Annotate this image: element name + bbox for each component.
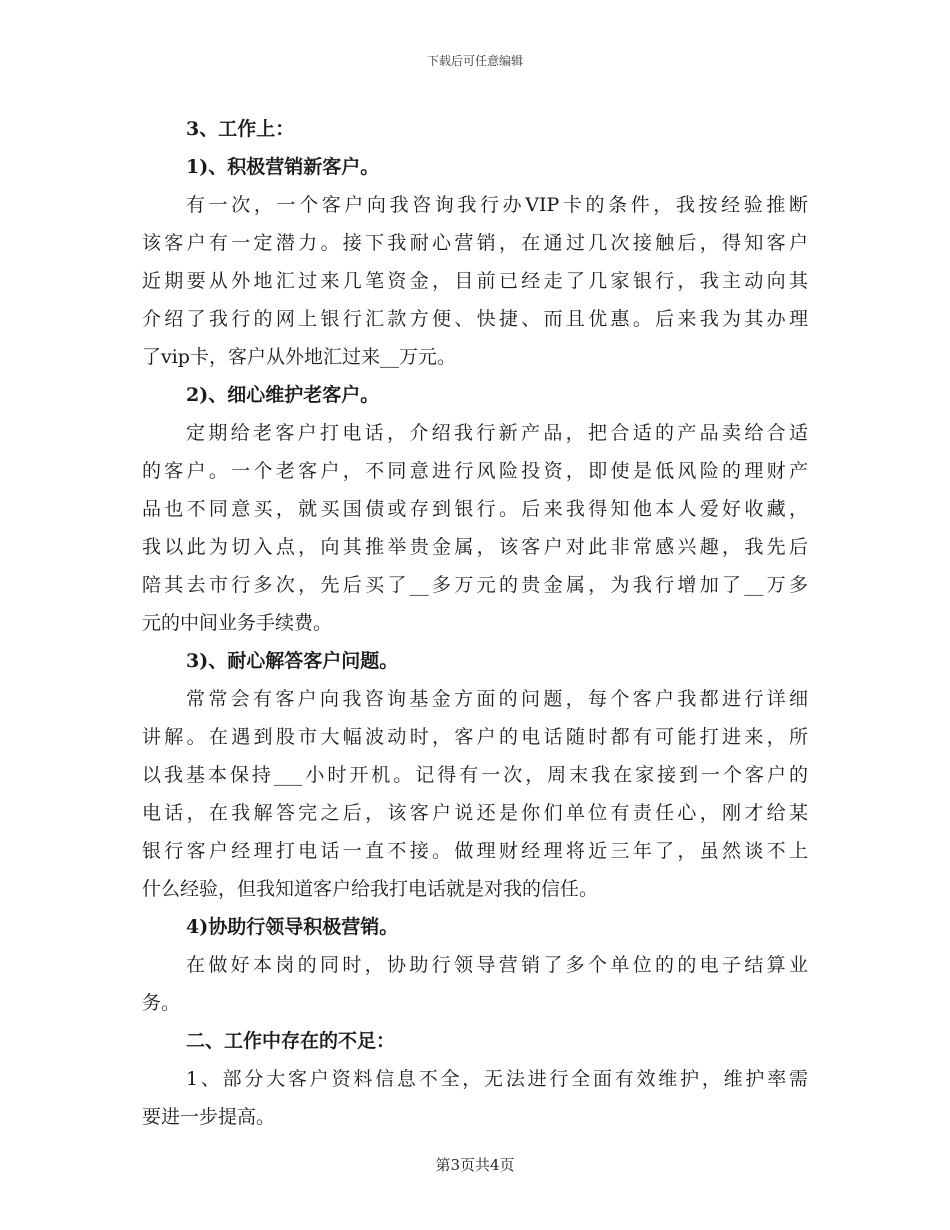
subheading-old-customers: 2)、细心维护老客户。	[186, 384, 380, 406]
paragraph-line: 1、部分大客户资料信息不全，无法进行全面有效维护，维护率需	[186, 1068, 808, 1090]
paragraph-line: 务。	[142, 992, 181, 1014]
page-header: 下载后可任意编辑	[426, 54, 523, 68]
paragraph-line: 了vip卡，客户从外地汇过来__万元。	[142, 346, 456, 368]
section-heading-shortcomings: 二、工作中存在的不足：	[186, 1030, 396, 1052]
paragraph-line: 常常会有客户向我咨询基金方面的问题，每个客户我都进行详细	[186, 688, 808, 710]
paragraph-line: 讲解。在遇到股市大幅波动时，客户的电话随时都有可能打进来，所	[142, 726, 808, 748]
subheading-assist-leaders: 4)协助行领导积极营销。	[186, 916, 399, 938]
paragraph-line: 介绍了我行的网上银行汇款方便、快捷、而且优惠。后来我为其办理	[142, 308, 808, 330]
paragraph-line: 近期要从外地汇过来几笔资金，目前已经走了几家银行，我主动向其	[142, 270, 808, 292]
paragraph-line: 我以此为切入点，向其推举贵金属，该客户对此非常感兴趣，我先后	[142, 536, 808, 558]
paragraph-line: 的客户。一个老客户，不同意进行风险投资，即使是低风险的理财产	[142, 460, 808, 482]
paragraph-line: 电话，在我解答完之后，该客户说还是你们单位有责任心，刚才给某	[142, 802, 808, 824]
section-heading-work: 3、工作上：	[186, 118, 295, 140]
paragraph-line: 银行客户经理打电话一直不接。做理财经理将近三年了，虽然谈不上	[142, 840, 808, 862]
paragraph-line: 定期给老客户打电话，介绍我行新产品，把合适的产品卖给合适	[186, 422, 808, 444]
paragraph-line: 品也不同意买，就买国债或存到银行。后来我得知他本人爱好收藏，	[142, 498, 808, 520]
subheading-new-customers: 1)、积极营销新客户。	[186, 156, 380, 178]
paragraph-line: 陪其去市行多次，先后买了__多万元的贵金属，为我行增加了__万多	[142, 574, 808, 596]
document-body	[142, 110, 808, 1136]
paragraph-line: 什么经验，但我知道客户给我打电话就是对我的信任。	[142, 878, 599, 900]
paragraph-line: 要进一步提高。	[142, 1106, 276, 1128]
paragraph-line: 以我基本保持___小时开机。记得有一次，周末我在家接到一个客户的	[142, 764, 808, 786]
subheading-answer-questions: 3)、耐心解答客户问题。	[186, 650, 399, 672]
paragraph-line: 元的中间业务手续费。	[142, 612, 333, 634]
paragraph-line: 该客户有一定潜力。接下我耐心营销，在通过几次接触后，得知客户	[142, 232, 808, 254]
paragraph-line: 有一次，一个客户向我咨询我行办VIP卡的条件，我按经验推断	[186, 194, 808, 216]
paragraph-line: 在做好本岗的同时，协助行领导营销了多个单位的的电子结算业	[186, 954, 808, 976]
page-number: 第3页共4页	[435, 1156, 515, 1174]
